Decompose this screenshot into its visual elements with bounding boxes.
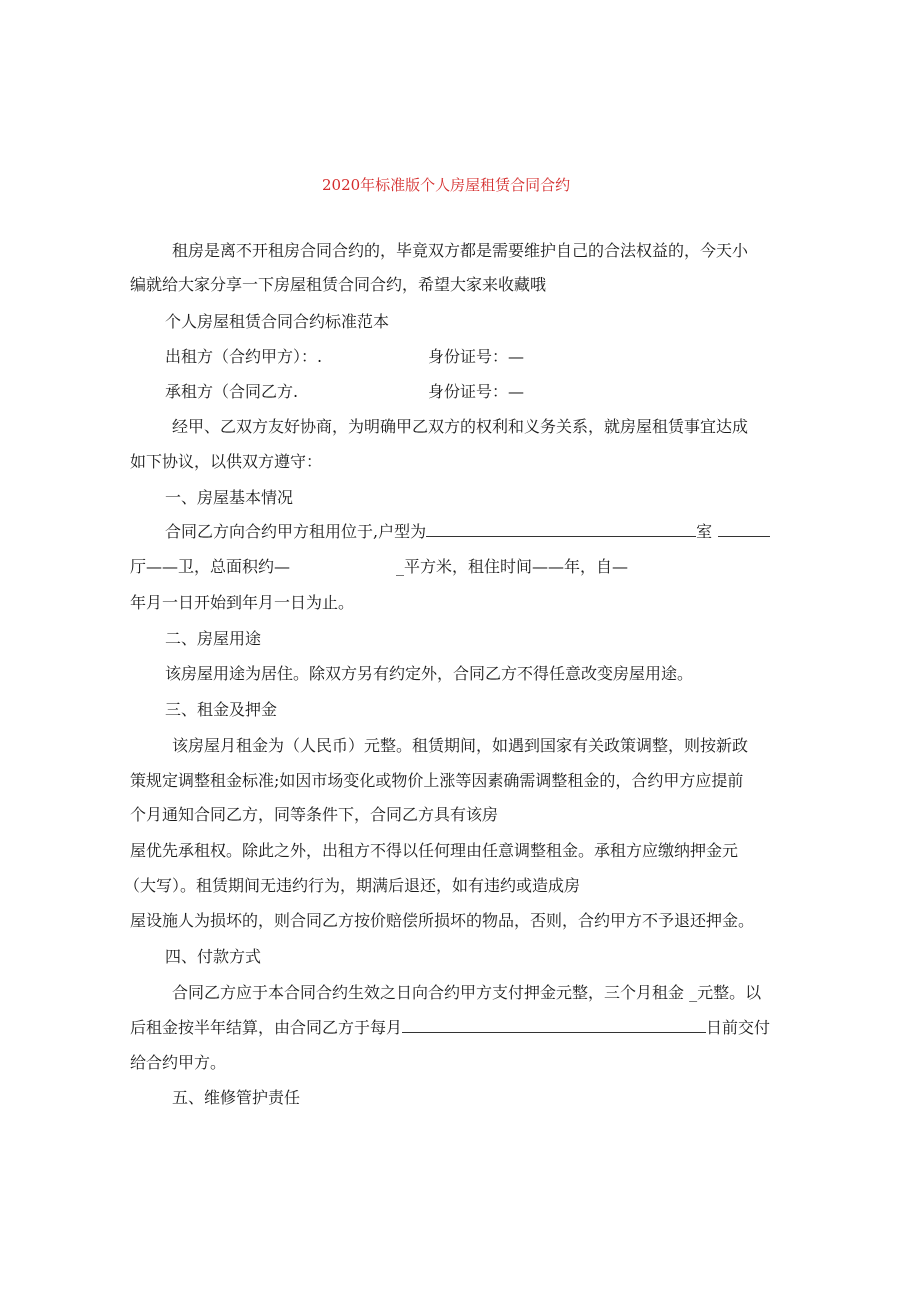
section-1-line-2-text: 厅——卫，总面积约— [130, 557, 291, 576]
room-label: 室 [696, 522, 713, 541]
section-4-line-3: 给合约甲方。 [130, 1053, 227, 1072]
party-b-id: 身份证号：— [428, 382, 525, 401]
section-4-heading: 四、付款方式 [165, 947, 262, 966]
preamble-line-1: 经甲、乙双方友好协商，为明确甲乙双方的权利和义务关系，就房屋租赁事宜达成 [172, 417, 749, 436]
party-a-label: 出租方（合约甲方）：. [165, 347, 323, 366]
section-1-line-2-tail: _平方米，租住时间——年，自— [396, 557, 629, 576]
section-1-heading: 一、房屋基本情况 [165, 488, 294, 507]
section-3-line-4: 屋优先承租权。除此之外，出租方不得以任何理由任意调整租金。承租方应缴纳押金元 [130, 841, 739, 860]
section-5-heading: 五、维修管护责任 [172, 1088, 301, 1107]
section-1-line-1-text: 合同乙方向合约甲方租用位于,户型为 [165, 522, 427, 541]
section-1-line-1 [165, 522, 770, 542]
section-3-line-6: 屋设施人为损坏的，则合同乙方按价赔偿所损坏的物品，否则，合约甲方不予退还押金。 [130, 911, 755, 930]
section-3-line-1: 该房屋月租金为（人民币）元整。租赁期间，如遇到国家有关政策调整，则按新政 [172, 736, 749, 755]
intro-line-2: 编就给大家分享一下房屋租赁合同合约，希望大家来收藏哦 [130, 275, 547, 294]
preamble-line-2: 如下协议，以供双方遵守： [130, 452, 323, 471]
section-3-line-2: 策规定调整租金标准;如因市场变化或物价上涨等因素确需调整租金的，合约甲方应提前 [130, 771, 744, 790]
section-3-heading: 三、租金及押金 [165, 700, 278, 719]
section-2-heading: 二、房屋用途 [165, 629, 262, 648]
intro-line-1: 租房是离不开租房合同合约的，毕竟双方都是需要维护自己的合法权益的，今天小 [172, 241, 749, 260]
document-title: 2020年标准版个人房屋租赁合同合约 [322, 176, 571, 194]
section-4-line-1: 合同乙方应于本合同合约生效之日向合约甲方支付押金元整，三个月租金 _元整。以 [172, 983, 762, 1002]
section-4-line-2-tail: 日前交付 [706, 1018, 771, 1037]
section-1-line-2 [130, 557, 628, 577]
section-1-line-3: 年月一日开始到年月一日为止。 [130, 593, 355, 612]
party-b-label: 承租方（合同乙方. [165, 382, 299, 401]
party-a-id: 身份证号：— [428, 347, 525, 366]
blank-line [426, 522, 696, 537]
blank-line [402, 1018, 706, 1033]
section-2-text: 该房屋用途为居住。除双方另有约定外，合同乙方不得任意改变房屋用途。 [165, 664, 694, 683]
section-4-line-2-text: 后租金按半年结算，由合同乙方于每月 [130, 1018, 403, 1037]
blank-line [718, 522, 770, 537]
section-3-line-3: 个月通知合同乙方，同等条件下，合同乙方具有该房 [130, 805, 499, 824]
section-3-line-5: （大写）。租赁期间无违约行为，期满后退还，如有违约或造成房 [124, 876, 581, 895]
section-4-line-2 [130, 1018, 770, 1038]
subtitle: 个人房屋租赁合同合约标准范本 [165, 312, 390, 331]
